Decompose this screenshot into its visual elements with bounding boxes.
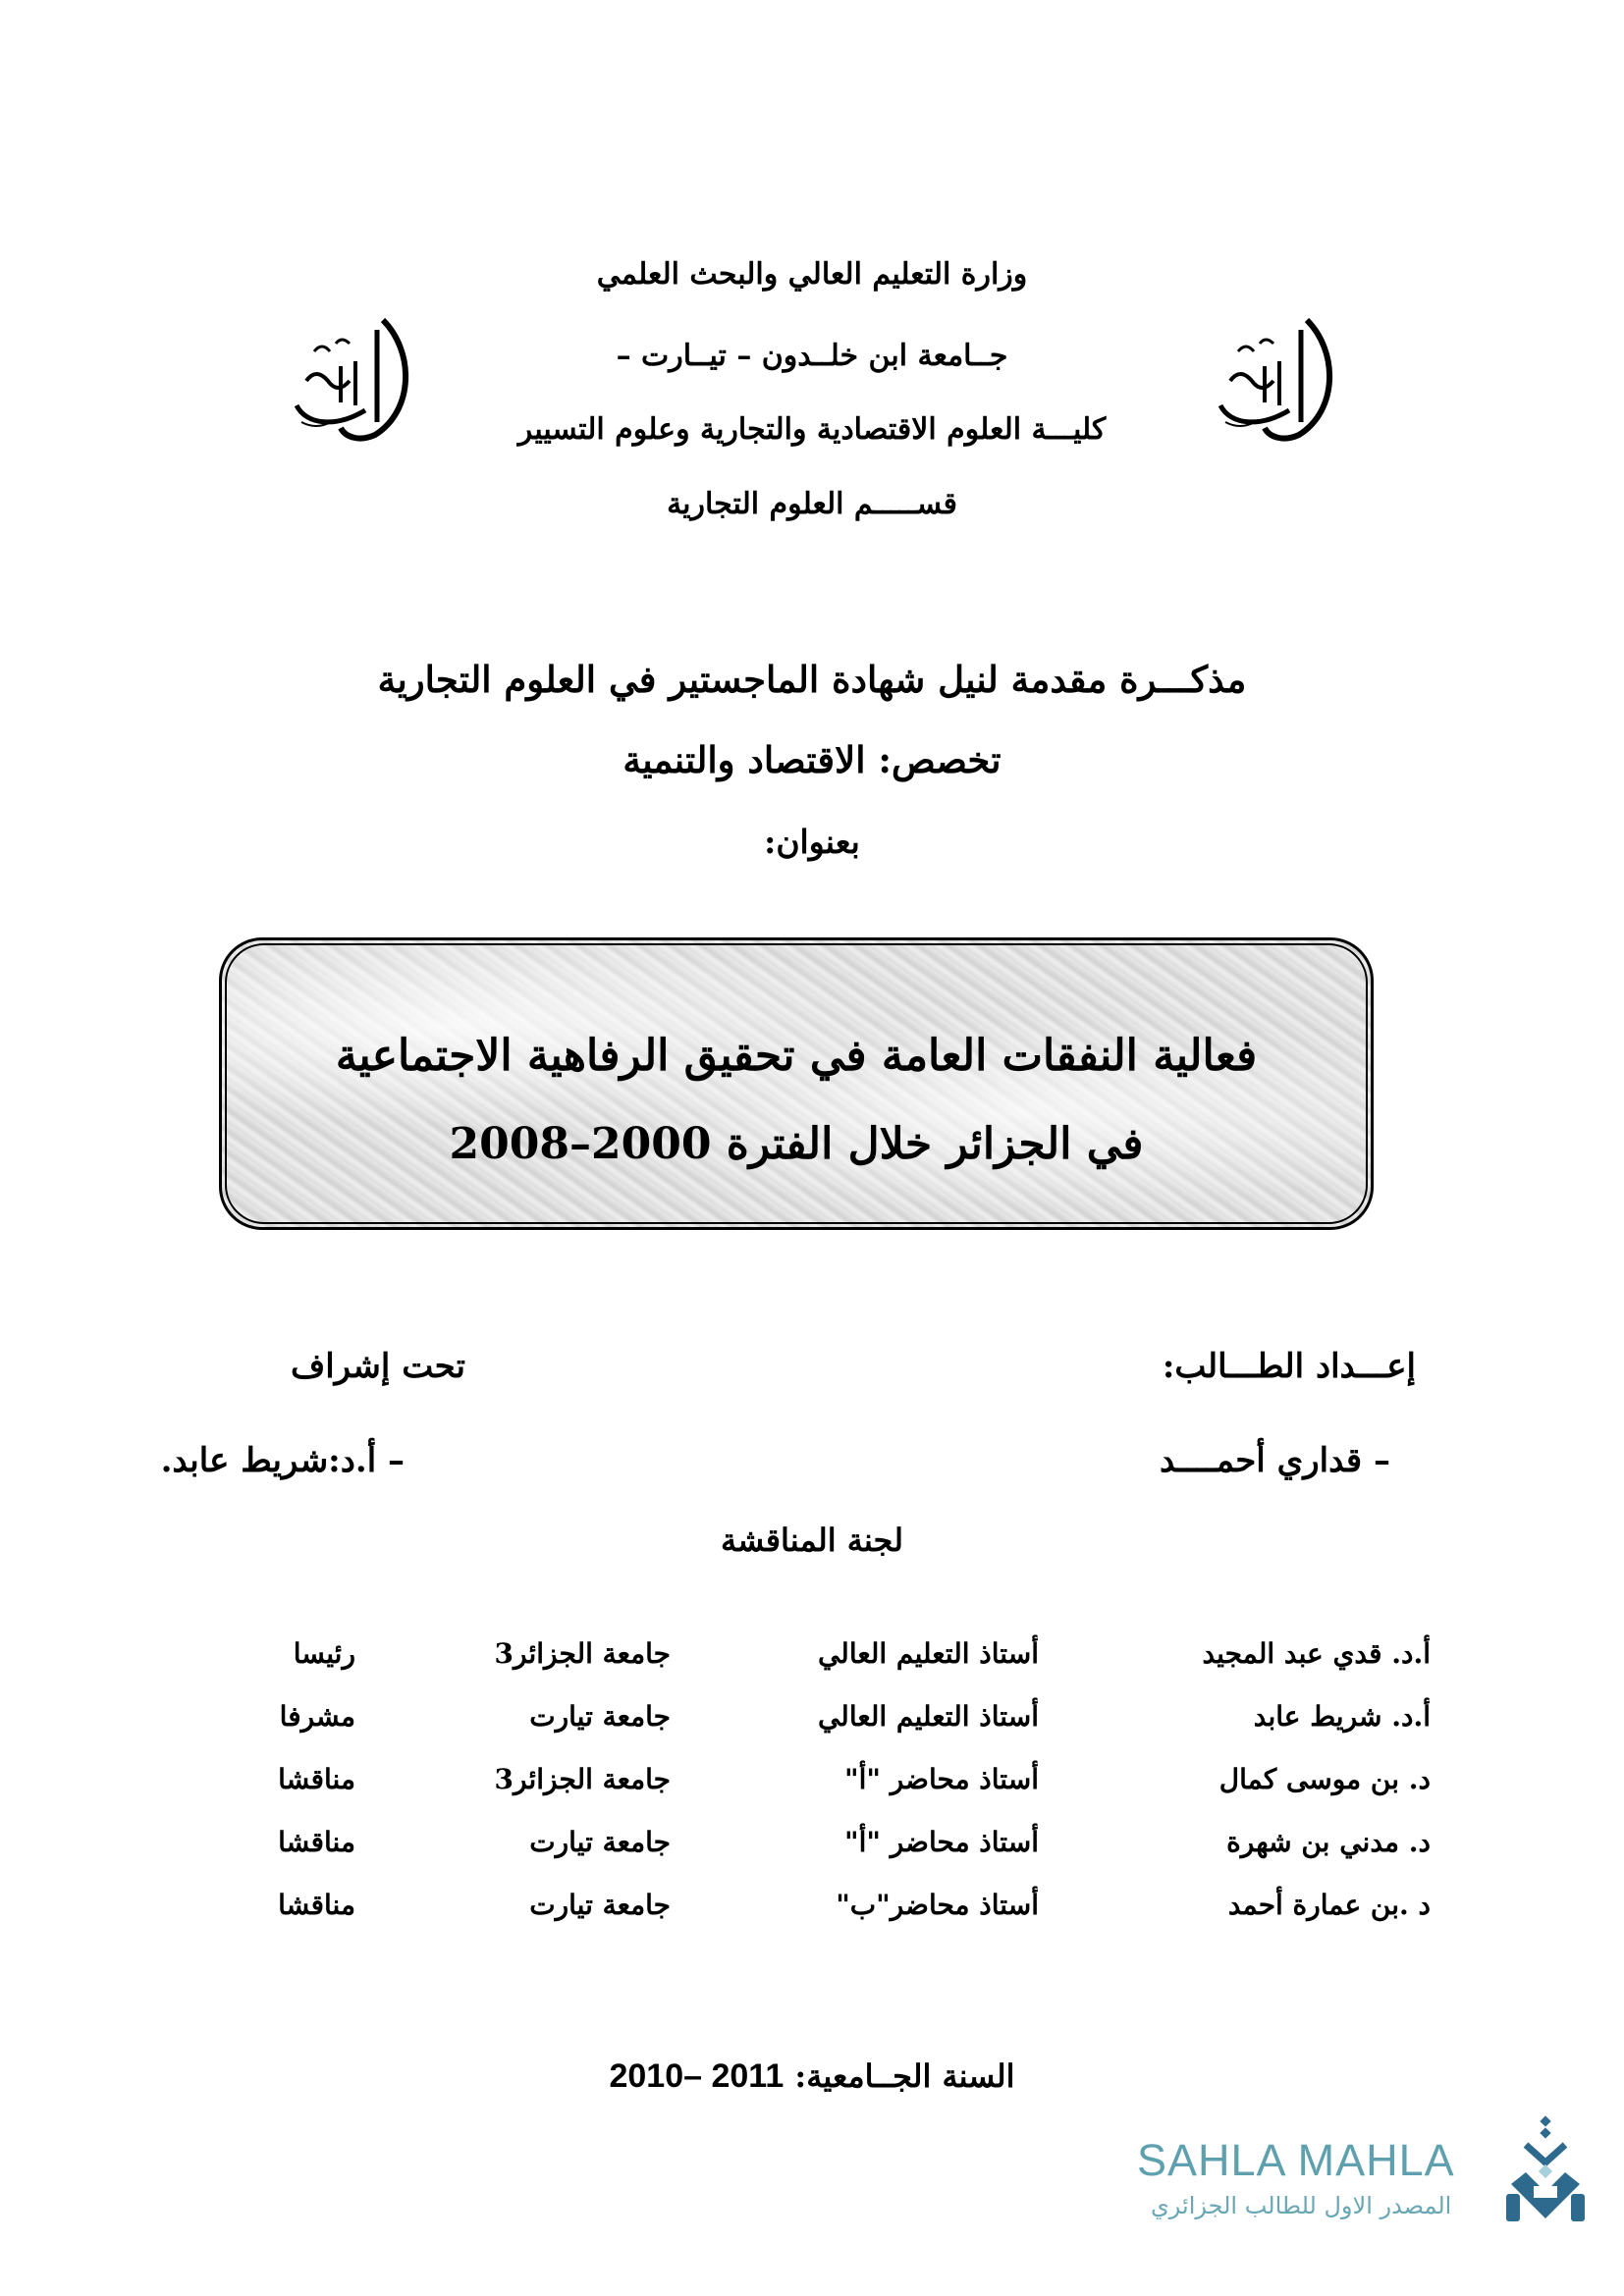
ministry-name: وزارة التعليم العالي والبحث العلمي [596,257,1028,292]
member-name: أ.د. شريط عابد [1253,1700,1431,1733]
member-rank: أستاذ التعليم العالي [817,1700,1039,1733]
student-label: إعـــداد الطـــالب: [1162,1347,1416,1386]
specialty-line: تخصص: الاقتصاد والتنمية [623,738,1001,781]
member-role: مناقشا [278,1763,355,1795]
committee-row [0,1763,1624,1812]
committee-row [0,1826,1624,1875]
brand-logo-icon [1496,2115,1595,2233]
member-name: أ.د. قدي عبد المجيد [1202,1637,1431,1670]
member-name: د. بن موسى كمال [1218,1763,1431,1795]
member-name: د .بن عمارة أحمد [1227,1889,1431,1921]
member-university: جامعة الجزائر3 [494,1763,671,1795]
thesis-title-line-2: في الجزائر خلال الفترة 2000–2008 [449,1119,1144,1169]
faculty-name: كليـــة العلوم الاقتصادية والتجارية وعلوم التسيير [517,412,1107,447]
thesis-title-line-1: فعالية النفقات العامة في تحقيق الرفاهية الاجتماعية [335,1031,1258,1081]
brand-tagline: المصدر الاول للطالب الجزائري [1151,2192,1452,2219]
degree-line: مذكـــرة مقدمة لنيل شهادة الماجستير في العلوم التجارية [377,658,1247,701]
thesis-title-box [219,937,1374,1230]
academic-year-label: السنة الجــامعية: [794,2057,1015,2095]
committee-row [0,1700,1624,1749]
committee-heading: لجنة المناقشة [721,1522,903,1559]
member-rank: أستاذ محاضر "أ" [844,1826,1039,1858]
department-name: قســـــم العلوم التجارية [667,487,957,521]
member-rank: أستاذ التعليم العالي [817,1637,1039,1670]
sahla-mahla-watermark [1131,2115,1602,2233]
member-role: مناقشا [278,1826,355,1858]
academic-year-value: 2010– 2011 [609,2057,785,2095]
member-role: مشرفا [279,1700,355,1733]
title-label: بعنوان: [764,823,860,861]
member-role: مناقشا [278,1889,355,1921]
university-name: جــامعة ابن خلــدون – تيــارت – [616,339,1008,373]
member-rank: أستاذ محاضر"ب" [836,1889,1039,1921]
member-role: رئيسا [293,1637,355,1670]
member-university: جامعة تيارت [529,1826,671,1858]
member-name: د. مدني بن شهرة [1226,1826,1431,1858]
member-rank: أستاذ محاضر "أ" [844,1763,1039,1795]
committee-row [0,1637,1624,1686]
academic-year [0,2057,1624,2096]
supervisor-name: – أ.د:شريط عابد. [160,1441,405,1480]
member-university: جامعة تيارت [529,1889,671,1921]
supervisor-label: تحت إشراف [290,1347,465,1386]
member-university: جامعة الجزائر3 [494,1637,671,1670]
committee-row [0,1889,1624,1938]
brand-name: SAHLA MAHLA [1137,2135,1455,2185]
student-name: – قداري أحمــــد [1159,1441,1390,1480]
member-university: جامعة تيارت [529,1700,671,1733]
